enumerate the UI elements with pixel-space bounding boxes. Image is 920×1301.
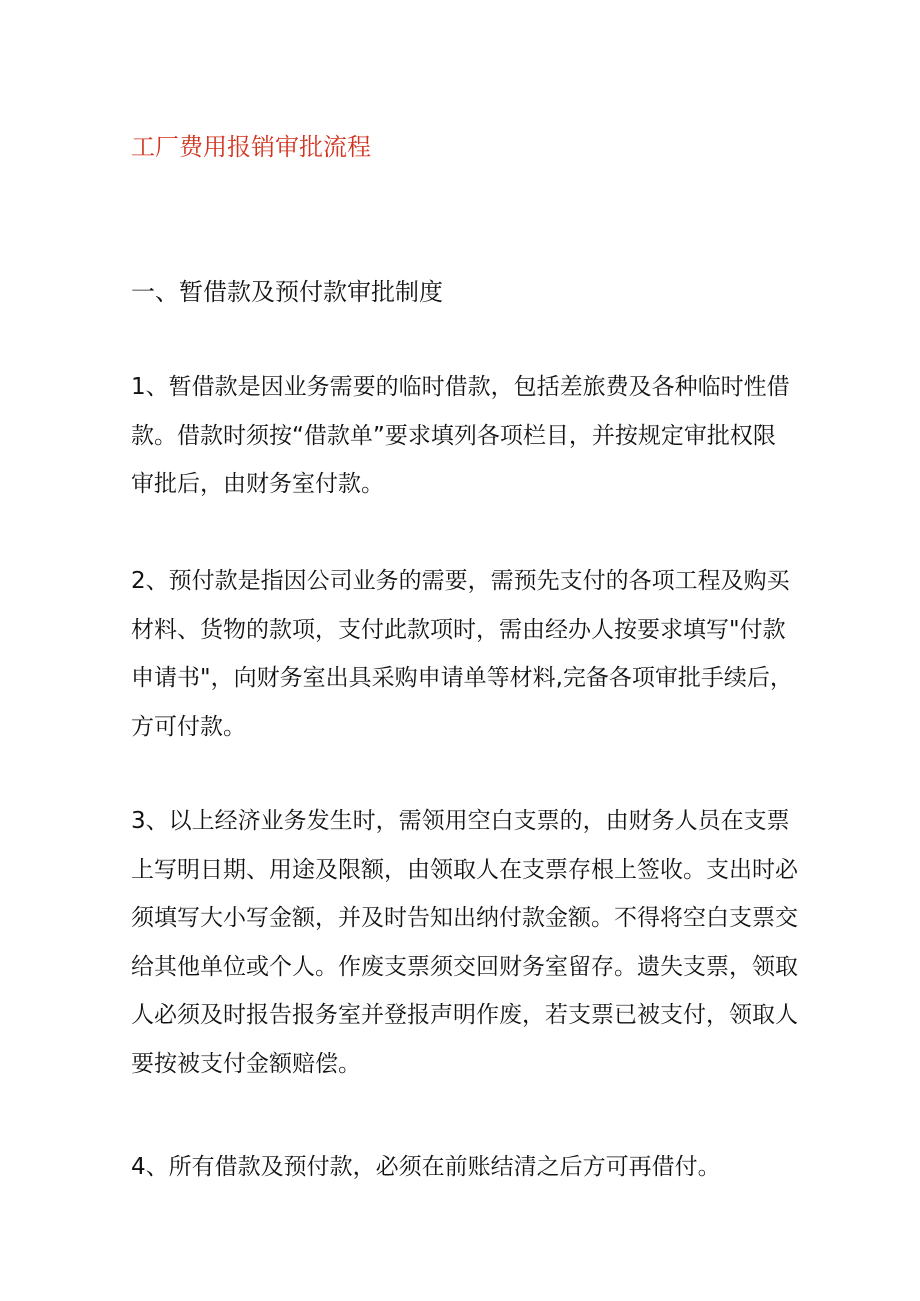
paragraph-line: 材料、货物的款项，支付此款项时，需由经办人按要求填写"付款	[131, 616, 786, 643]
paragraph-line: 款。借款时须按“借款单”要求填列各项栏目，并按规定审批权限	[131, 422, 776, 449]
paragraph-line: 申请书"，向财务室出具采购申请单等材料,完备各项审批手续后，	[131, 665, 793, 691]
paragraph-line: 3、以上经济业务发生时，需领用空白支票的，由财务人员在支票	[131, 808, 790, 834]
paragraph-line: 4、所有借款及预付款，必须在前账结清之后方可再借付。	[131, 1154, 721, 1180]
document-title: 工厂费用报销审批流程	[131, 133, 371, 161]
paragraph-1	[131, 363, 799, 509]
paragraph-line: 须填写大小写金额，并及时告知出纳付款金额。不得将空白支票交	[131, 905, 798, 931]
paragraph-line: 要按被支付金额赔偿。	[131, 1050, 361, 1077]
paragraph-3	[131, 797, 799, 1088]
paragraph-4	[131, 1143, 799, 1192]
paragraph-line: 审批后，由财务室付款。	[131, 471, 384, 497]
paragraph-line: 人必须及时报告报务室并登报声明作废，若支票已被支付，领取人	[131, 1002, 798, 1028]
paragraph-2	[131, 557, 799, 751]
paragraph-line: 给其他单位或个人。作废支票须交回财务室留存。遗失支票，领取	[131, 953, 798, 980]
section-heading: 一、暂借款及预付款审批制度	[131, 278, 443, 306]
paragraph-line: 上写明日期、用途及限额，由领取人在支票存根上签收。支出时必	[131, 856, 798, 883]
paragraph-line: 2、预付款是指因公司业务的需要，需预先支付的各项工程及购买	[131, 568, 790, 594]
paragraph-line: 方可付款。	[131, 713, 246, 740]
paragraph-line: 1、暂借款是因业务需要的临时借款，包括差旅费及各种临时性借	[131, 374, 790, 400]
